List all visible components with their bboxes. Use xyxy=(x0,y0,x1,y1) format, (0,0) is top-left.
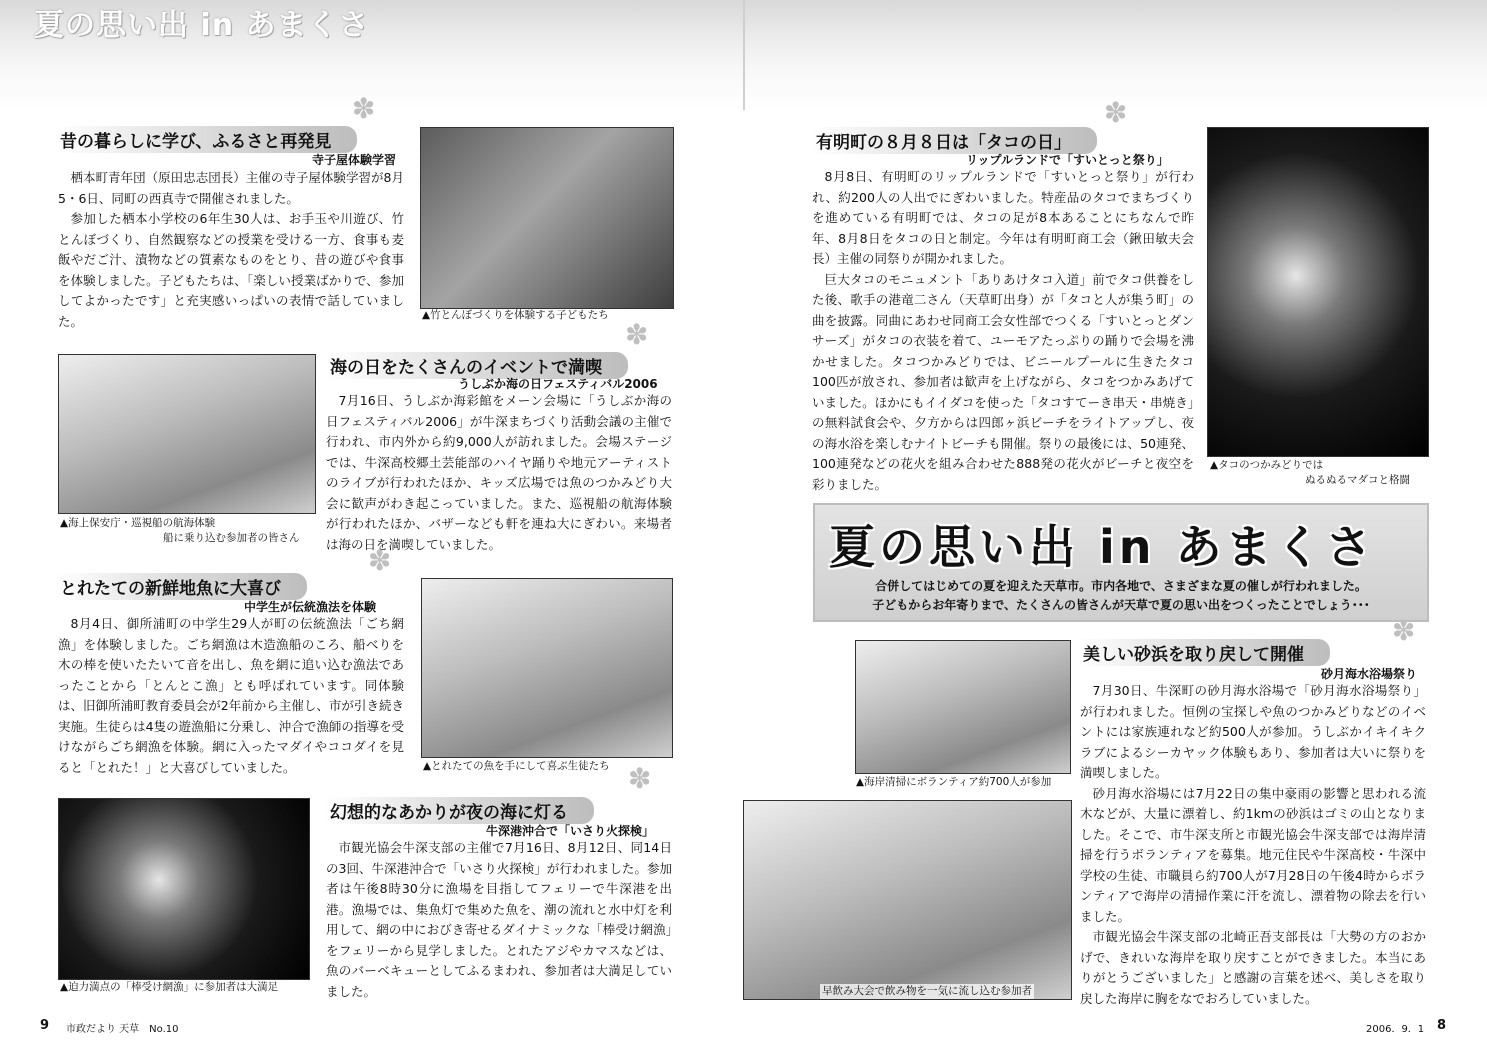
paragraph: 砂月海水浴場には7月22日の集中豪雨の影響と思われる流木などが、大量に漂着し、約1kmの砂浜はゴミの山となりました。そこで、市牛深支所と市観光協会牛深支部では海岸清掃を行うボランティアを募集。地元住民や牛深高校・牛深中学校の生徒、市職員ら約700人が7月28日の午後4時からボランティアで海岸の清掃作業に汗を流し、漂着物の除去を行いました。 xyxy=(1080,785,1426,924)
article-3-title: とれたての新鮮地魚に大喜び xyxy=(56,573,307,600)
page-spine xyxy=(743,0,745,110)
article-6-caption-1: ▲海岸清掃にボランティア約700人が参加 xyxy=(856,776,1052,788)
palm-tree-icon: ✽ xyxy=(368,544,392,577)
paragraph: 7月16日、うしぶか海彩館をメーン会場に「うしぶか海の日フェスティバル2006」が牛深まちづくり活動会議の主催で行われ、市内外から約9,000人が訪れました。会場ステージでは、牛深高校郷土芸能部のハイヤ踊りや地元アーティストのライブが行われたほか、キッズ広場では魚のつかみどり大会に歓声がわき起こっていました。また、巡視船の航海体験が行われたほか、バザーなども軒を連ね大にぎわい。来場者は海の日を満喫していました。 xyxy=(326,393,672,552)
feature-banner xyxy=(813,503,1429,622)
palm-tree-icon: ✽ xyxy=(1104,96,1128,129)
photo-night-fishing xyxy=(58,798,310,980)
article-2-caption-line1: ▲海上保安庁・巡視船の航海体験 xyxy=(60,517,216,529)
paragraph: 栖本町青年団（原田忠志団長）主催の寺子屋体験学習が8月5・6日、同町の西真寺で開催されました。 xyxy=(58,170,404,206)
article-1-caption: ▲竹とんぼづくりを体験する子どもたち xyxy=(422,309,609,321)
paragraph: 8月8日、有明町のリップルランドで「すいとっと祭り」が行われ、約200人の人出でにぎわいました。特産品のタコでまちづくりを進めている有明町では、タコの足が8本あることにちなんで昨年、8月8日をタコの日と制定。今年は有明町商工会（鍬田敏夫会長）主催の同祭りが開かれました。 xyxy=(812,169,1194,266)
article-4-body xyxy=(326,838,672,1002)
article-6-body xyxy=(1080,681,1426,1009)
article-4-caption: ▲迫力満点の「棒受け網漁」に参加者は大満足 xyxy=(60,981,279,993)
article-5-caption-line2: ぬるぬるマダコと格闘 xyxy=(1305,474,1410,486)
photo-bamboo-dragonfly xyxy=(420,127,674,309)
article-2-subtitle: うしぶか海の日フェスティバル2006 xyxy=(458,377,658,391)
photo-patrol-ship xyxy=(58,354,316,514)
article-4-subtitle: 牛深港沖合で「いさり火探検」 xyxy=(486,824,655,838)
feature-banner-lead xyxy=(825,577,1417,615)
photo-students-with-fish xyxy=(421,578,673,758)
paragraph: 参加した栖本小学校の6年生30人は、お手玉や川遊び、竹とんぼづくり、自然観察などの授業を受ける一方、食事も麦飯やだご汁、漬物などの質素なものをとり、昔の遊びや食事を体験しました。子どもたちは、「楽しい授業ばかりで、参加してよかったです」と充実感いっぱいの表情で話していました。 xyxy=(58,211,404,329)
article-3-body xyxy=(58,614,404,778)
article-3-caption: ▲とれたての魚を手にして喜ぶ生徒たち xyxy=(423,760,610,772)
article-1-subtitle: 寺子屋体験学習 xyxy=(312,153,397,167)
left-footer-text: 市政だより 天草 No.10 xyxy=(66,1024,179,1035)
palm-tree-icon: ✽ xyxy=(625,318,649,351)
article-5-title: 有明町の８月８日は「タコの日」 xyxy=(812,127,1097,154)
feature-banner-title: 夏の思い出 in あまくさ xyxy=(829,520,1376,574)
article-5-caption-line1: ▲タコのつかみどりでは xyxy=(1210,459,1324,471)
palm-tree-icon: ✽ xyxy=(352,92,376,125)
photo-drinking-contest xyxy=(743,800,1072,1000)
paragraph: 8月4日、御所浦町の中学生29人が町の伝統漁法「ごち網漁」を体験しました。ごち網漁は木造漁船のころ、船べりを木の棒を使いたたいて音を出し、魚を網に追い込む漁法であったことから「とんとこ漁」とも呼ばれています。同体験は、旧御所浦町教育委員会が2年前から主催し、市が引き続き実施。生徒らは4隻の遊漁船に分乗し、沖合で漁師の指導を受けながらごち網漁を体験。網に入ったマダイやココダイを見ると「とれた！」と大喜びしていました。 xyxy=(58,616,404,775)
article-1-body xyxy=(58,168,404,332)
photo-beach-cleanup xyxy=(855,640,1071,774)
feature-banner-lead-line2: 子どもからお年寄りまで、たくさんの皆さんが天草で夏の思い出をつくったことでしょう･･･ xyxy=(872,598,1370,612)
article-2-caption-line2: 船に乗り込む参加者の皆さん xyxy=(163,532,300,544)
paragraph: 市観光協会牛深支部の主催で7月16日、8月12日、同14日の3回、牛深港沖合で「いさり火探検」が行われました。参加者は午後8時30分に漁場を目指してフェリーで牛深港を出港。漁場では、集魚灯で集めた魚を、潮の流れと水中灯を利用して、網の中におびき寄せるダイナミックな「棒受け網漁」をフェリーから見学しました。とれたアジやカマスなどは、魚のバーベキューとしてふるまわれ、参加者は大満足していました。 xyxy=(326,840,672,999)
article-2-title: 海の日をたくさんのイベントで満喫 xyxy=(326,352,628,379)
right-page-number: 8 xyxy=(1437,1018,1447,1033)
article-5-body xyxy=(812,167,1194,495)
palm-tree-icon: ✽ xyxy=(1392,614,1416,647)
photo-octopus-catching xyxy=(1207,127,1429,457)
article-5-subtitle: リップルランドで「すいとっと祭り」 xyxy=(966,153,1169,167)
paragraph: 市観光協会牛深支部の北崎正吾支部長は「大勢の方のおかげで、きれいな海岸を取り戻すことができました。本当にありがとうございました」と感謝の言葉を述べ、美しさを取り戻した海岸に胸をなでおろしていました。 xyxy=(1080,929,1426,1006)
article-1-title: 昔の暮らしに学び、ふるさと再発見 xyxy=(56,126,357,153)
feature-banner-lead-line1: 合併してはじめての夏を迎えた天草市。市内各地で、さまざまな夏の催しが行われました。 xyxy=(875,579,1367,593)
header-title: 夏の思い出 in あまくさ xyxy=(34,8,370,43)
article-3-subtitle: 中学生が伝統漁法を体験 xyxy=(244,600,377,614)
palm-tree-icon: ✽ xyxy=(628,762,652,795)
paragraph: 7月30日、牛深町の砂月海水浴場で「砂月海水浴場祭り」が行われました。恒例の宝探しや魚のつかみどりなどのイベントには家族連れなど約500人が参加。うしぶかイキイキクラブによるシーカヤック体験もあり、参加者は大いに祭りを満喫しました。 xyxy=(1080,683,1426,780)
right-footer-date: 2006．9．1 xyxy=(1366,1024,1425,1035)
article-2-body xyxy=(326,391,672,555)
article-6-subtitle: 砂月海水浴場祭り xyxy=(1321,667,1418,681)
paragraph: 巨大タコのモニュメント「ありあけタコ入道」前でタコ供養をした後、歌手の港竜二さん（天草町出身）が「タコと人が集う町」の曲を披露。同曲にあわせ同商工会女性部でつくる「すいとっとダンサーズ」がタコの衣装を着て、ユーモアたっぷりの踊りで会場を沸かせました。タコつかみどりでは、ビニールプールに生きたタコ100匹が放され、参加者は歓声を上げながら、タコをつかみあげていました。ほかにもイイダコを使った「タコすてーき串天・串焼き」の無料試食会や、夕方からは四郎ヶ浜ビーチをライトアップし、夜の海水浴を楽しむナイトビーチも開催。祭りの最後には、50連発、100連発などの花火を組み合わせた888発の花火がビーチと夜空を彩りました。 xyxy=(812,271,1194,492)
article-6-title: 美しい砂浜を取り戻して開催 xyxy=(1079,639,1330,666)
article-4-title: 幻想的なあかりが夜の海に灯る xyxy=(326,797,594,824)
left-page-number: 9 xyxy=(40,1018,50,1033)
article-6-caption-2: 早飲み大会で飲み物を一気に流し込む参加者 xyxy=(822,985,1032,997)
